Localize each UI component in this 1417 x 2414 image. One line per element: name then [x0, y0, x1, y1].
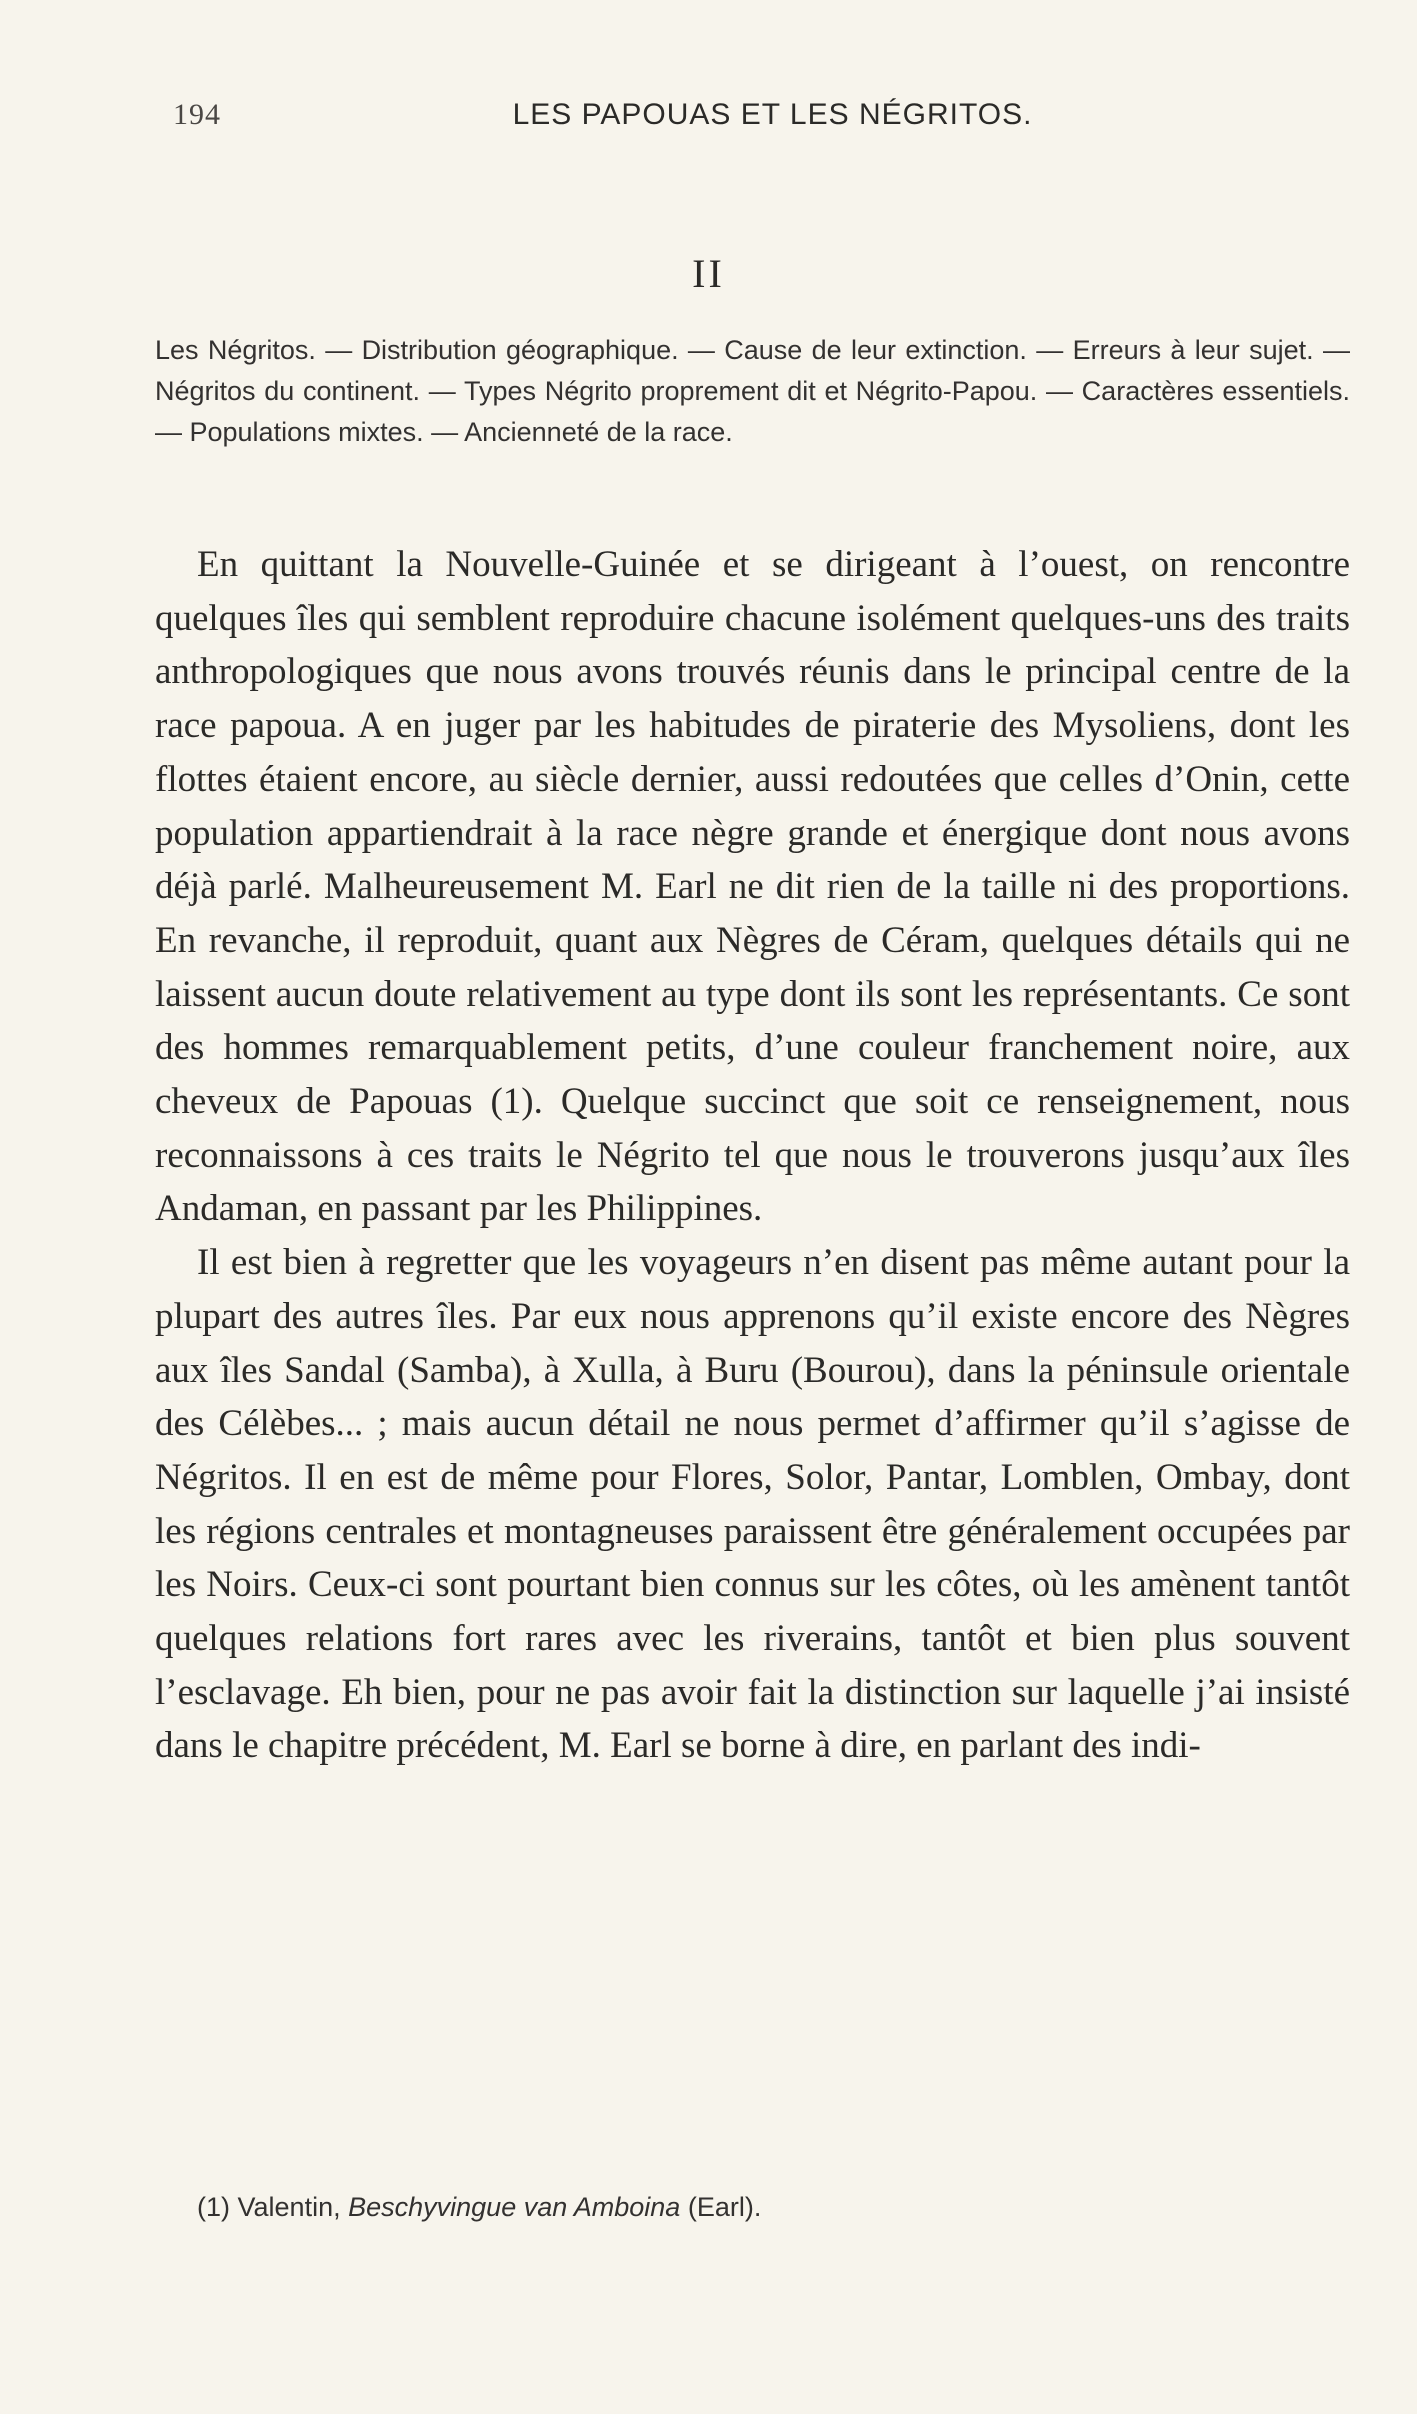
paragraph-2: Il est bien à regretter que les voyageurs n’en disent pas même autant pour la plupart des autres îles. Par eux nous apprenons qu’il existe encore des Nègres aux îles Sandal (Samba), à Xulla, à Buru (Bourou), dans la péninsule orientale des Célèbes... ; mais aucun détail ne nous permet d’affirmer qu’il s’agisse de Négritos. Il en est de même pour Flores, Solor, Pantar, Lomblen, Ombay, dont les régions centrales et montagneuses paraissent être généralement occupées par les Noirs. Ceux-ci sont pourtant bien connus sur les côtes, où les amènent tantôt quelques relations fort rares avec les riverains, tantôt et bien plus souvent l’esclavage. Eh bien, pour ne pas avoir fait la distinction sur laquelle j’ai insisté dans le chapitre précédent, M. Earl se borne à dire, en parlant des indi- — [155, 1242, 1350, 1767]
footnote-source: (Earl). — [687, 2192, 762, 2222]
body-text — [155, 538, 1350, 1773]
footnote-marker: (1) — [197, 2192, 230, 2222]
chapter-summary: Les Négritos. — Distribution géographique. — Cause de leur extinction. — Erreurs à leur sujet. — Négritos du continent. — Types Négrito proprement dit et Négrito-Papou. — Caractères essentiels. — Populations mixtes. — Ancienneté de la race. — [155, 335, 1350, 447]
running-head — [155, 98, 1350, 138]
footnote-title: Beschyvingue van Amboina — [348, 2192, 681, 2222]
footnote-author: Valentin, — [237, 2192, 341, 2222]
running-title: LES PAPOUAS ET LES NÉGRITOS. — [512, 98, 1033, 131]
page-number: 194 — [173, 98, 221, 131]
paragraph-1: En quittant la Nouvelle-Guinée et se dirigeant à l’ouest, on rencontre quelques îles qui semblent reproduire chacune isolément quelques-uns des traits anthropologiques que nous avons trouvés réunis dans le principal centre de la race papoua. A en juger par les habitudes de piraterie des Mysoliens, dont les flottes étaient encore, au siècle dernier, aussi redoutées que celles d’Onin, cette population appartiendrait à la race nègre grande et énergique dont nous avons déjà parlé. Malheureusement M. Earl ne dit rien de la taille ni des proportions. En revanche, il reproduit, quant aux Nègres de Céram, quelques détails qui ne laissent aucun doute relativement au type dont ils sont les représentants. Ce sont des hommes remarquablement petits, d’une couleur franchement noire, aux cheveux de Papouas (1). Quelque succinct que soit ce renseignement, nous reconnaissons à ces traits le Négrito tel que nous le trouverons jusqu’aux îles Andaman, en passant par les Philippines. — [155, 544, 1350, 1230]
section-number: II — [692, 251, 725, 296]
footnote — [197, 2192, 1297, 2223]
